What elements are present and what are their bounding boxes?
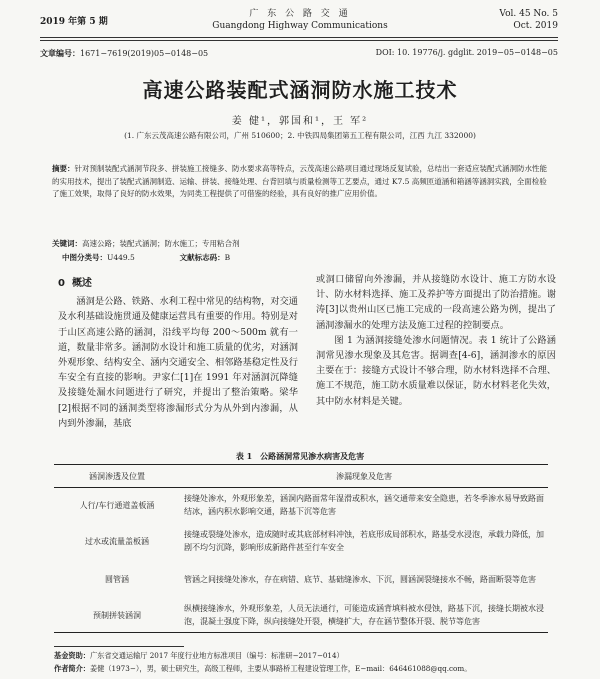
- issue-label: 2019 年第 5 期: [40, 17, 108, 27]
- table-caption: 表 1 公路涵洞常见渗水病害及危害: [235, 451, 365, 461]
- bio-label: 作者简介：: [54, 664, 90, 673]
- footnote-rule: [54, 646, 184, 647]
- keywords-label: 关键词：: [52, 239, 82, 248]
- left-paragraph: 涵洞是公路、铁路、水利工程中常见的结构物，对交通及水利基础设施贯通及健康运营具有重要的作用。特别是对于山区高速公路的涵洞，沿线平均每 200～500m 就有一道，数量非常多。涵洞防水设计和施工质量的优劣，对涵洞外观形象、结构安全、涵内交通安全、相邻路基稳定性及行车安全有直接的影响。尹家仁[1]在 1991 年对涵洞沉降缝及接缝处漏水问题进行了研究，并提出了整治策略。梁华[2]根据不同的涵洞类型将渗漏形式分为从外到内渗漏，从内到外渗漏，基底: [58, 296, 298, 429]
- abstract: [52, 163, 548, 201]
- keywords: [52, 238, 548, 249]
- clc-label: 中图分类号：: [62, 253, 107, 262]
- table-cell-type: 圆管涵: [105, 574, 129, 584]
- keywords-text: 高速公路；装配式涵洞；防水施工；专用粘合剂: [82, 239, 240, 248]
- table-cell-type: 过水或流量盖板涵: [85, 536, 149, 546]
- volume-info: [499, 8, 558, 32]
- funding-note: [54, 651, 344, 661]
- article-number-value: 1671−7619(2019)05−0148−05: [80, 49, 209, 58]
- table-cell-type: 人行/车行通道盖板涵: [79, 500, 155, 510]
- issue-date: Oct. 2019: [513, 21, 558, 31]
- header-rule-thin: [40, 40, 558, 41]
- table-cell-desc: 接缝或裂缝处渗水，造成随时或其底部材料冲蚀，若底形成局部积水，路基受水浸泡，承载力降低，加剧不均匀沉降，影响形成新路件甚至行车安全: [184, 530, 544, 552]
- affiliation: (1. 广东云茂高速公路有限公司，广州 510600；2. 中铁四局集团第五工程有限公司，江西 九江 332000): [124, 131, 476, 140]
- table-cell-desc: 管涵之间接缝处渗水，存在病错、底节、基础缝渗水、下沉，圆涵洞裂缝接水不畅，路面断裂等危害: [184, 574, 536, 584]
- section-title: 概述: [71, 278, 92, 289]
- classification: [62, 252, 230, 263]
- section-heading: [58, 276, 298, 291]
- article-number: [40, 48, 208, 59]
- abstract-text: 针对预制装配式涵洞节段多、拼装施工接缝多、防水要求高等特点，云茂高速公路项目通过现场反复试验，总结出一套适应装配式涵洞防水性能的实用技术，提出了装配式涵洞制造、运输、拼装、接缝处理、台背回填与质量检测等工艺要点，通过 K7.5 高频匝道涵和箱涵等涵洞实践，全面检验了施工效果，取得了良好的防水效果，为同类工程提供了可借鉴的经验，具有良好的推广应用价值。: [52, 164, 547, 199]
- article-number-label: 文章编号：: [40, 48, 80, 58]
- abstract-label: 摘要：: [52, 164, 75, 173]
- journal-name-cn: 广 东 公 路 交 通: [249, 9, 351, 19]
- table-header-row: [54, 465, 548, 488]
- right-paragraph: 或洞口储留向外渗漏，并从接缝防水设计、施工方防水设计、防水材料选择、施工及养护等方面提出了防治措施。谢涛[3]以贵州山区已施工完成的一段高速公路为例，提出了涵洞渗漏水的处理方法及施工过程的控制要点。: [316, 274, 556, 331]
- table-cell-desc: 接缝处渗水，外观形象差，涵洞内路面常年湿滑或积水，涵交通带来安全隐患，若冬季渗水易导致路面结冰，涵内积水影响交通，路基下沉等危害: [184, 494, 544, 516]
- funding-label: 基金资助：: [54, 651, 90, 660]
- author-bio: [54, 664, 471, 674]
- paper-title: 高速公路装配式涵洞防水施工技术: [142, 78, 458, 102]
- table-row: [54, 488, 548, 523]
- right-column: [316, 272, 556, 409]
- right-paragraph: 图 1 为涵洞接缝处渗水问题情况。表 1 统计了公路涵洞常见渗水现象及其危害。据调查[4-6]，涵洞渗水的原因主要在于：接缝方式设计不够合理，防水材料选择不合理、施工不规范，施工防水质量难以保证，防水材料老化失效，其中防水材料是关键。: [316, 334, 556, 407]
- table-cell-type: 预制拼装涵洞: [54, 598, 180, 633]
- table-header-type: 涵洞渗透及位置: [54, 465, 180, 488]
- doc-code-value: B: [224, 253, 231, 262]
- volume-number: Vol. 45 No. 5: [499, 9, 558, 19]
- table-cell-desc: 纵横接缝渗水，外观形象差，人员无法通行，可能造成涵背填料被水侵蚀，路基下沉，接缝长期被水浸泡，混凝土强度下降，纵向接缝处开裂，横缝扩大，存在涵节整体开裂、脱节等危害: [180, 598, 548, 633]
- section-number: 0: [58, 278, 65, 289]
- bio-text: 姜健（1973−），男，硕士研究生，高级工程师，主要从事路桥工程建设管理工作，E−mail：646461088@qq.com。: [89, 664, 472, 673]
- clc-value: U449.5: [107, 253, 135, 262]
- defects-table: [54, 464, 548, 633]
- authors: 姜 健¹，郭国和¹，王 军²: [231, 116, 369, 127]
- journal-name-en: Guangdong Highway Communications: [212, 21, 388, 31]
- doc-code-label: 文献标志码：: [179, 253, 225, 262]
- table-row: [54, 598, 548, 633]
- table-header-desc: 渗漏现象及危害: [180, 465, 548, 488]
- left-column: [58, 276, 298, 431]
- funding-text: 广东省交通运输厅 2017 年度行业地方标准项目（编号：标准研−2017−014）: [89, 651, 344, 660]
- doi: DOI: 10. 19776/j. gdglit. 2019−05−0148−05: [375, 48, 558, 57]
- table-row: [54, 522, 548, 560]
- table-row: [54, 560, 548, 598]
- header-rule-thick: [40, 37, 558, 38]
